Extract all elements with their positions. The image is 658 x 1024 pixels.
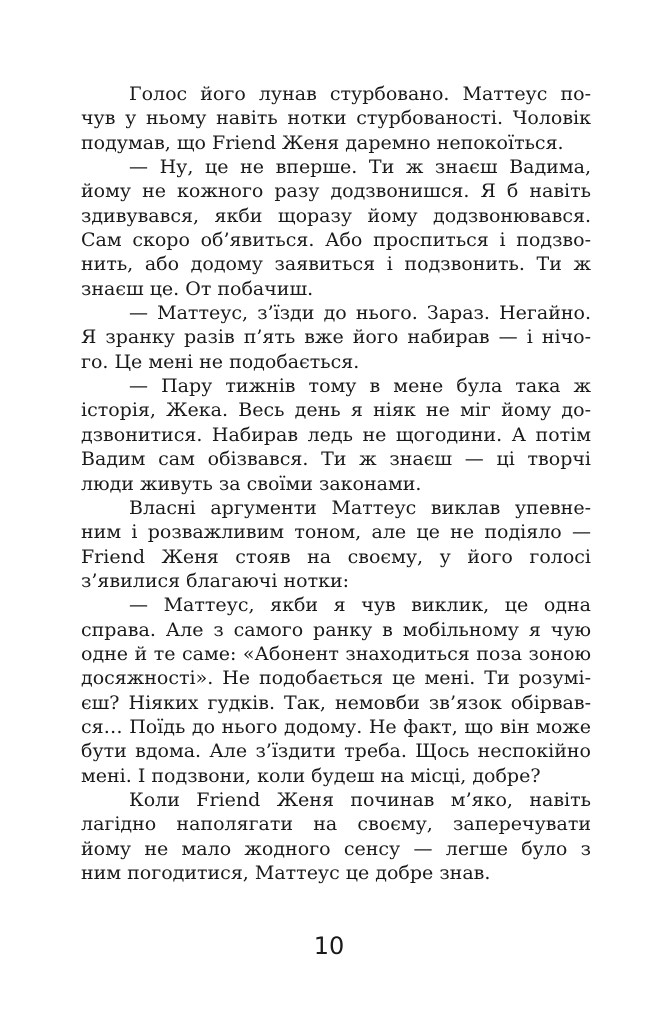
text-line: дзвонитися. Набирав ледь не щогодини. А потім bbox=[81, 423, 591, 446]
text-line: го. Це мені не подобається. bbox=[81, 350, 360, 373]
text-line: справа. Але з самого ранку в мобільному я чую bbox=[81, 618, 591, 641]
paragraph-first-line: — Маттеус, якби я чув виклик, це одна bbox=[129, 594, 591, 617]
text-line: бути вдома. Але з’їздити треба. Щось неспокійно bbox=[81, 740, 591, 763]
paragraph-first-line: — Ну, це не вперше. Ти ж знаєш Вадима, bbox=[129, 156, 591, 179]
text-line: досяжності». Не подобається це мені. Ти розумі- bbox=[81, 667, 591, 690]
text-line: лагідно наполягати на своєму, заперечувати bbox=[81, 813, 591, 836]
paragraph-first-line: Власні аргументи Маттеус виклав упевне- bbox=[129, 496, 591, 519]
text-line: люди живуть за своїми законами. bbox=[81, 472, 422, 495]
text-line: нить, або додому заявиться і подзвонить. Ти ж bbox=[81, 253, 591, 276]
paragraph-first-line: — Маттеус, з’їзди до нього. Зараз. Негайно. bbox=[129, 302, 591, 325]
text-line: ним погодитися, Маттеус це добре знав. bbox=[81, 862, 491, 884]
paragraph-first-line: — Пару тижнів тому в мене була така ж bbox=[129, 375, 591, 398]
text-line: Friend Женя стояв на своєму, у його голосі bbox=[81, 545, 591, 568]
text-line: Я зранку разів п’ять вже його набирав — і нічо- bbox=[81, 326, 591, 349]
text-line: подумав, що Friend Женя даремно непокоїться. bbox=[81, 131, 564, 154]
text-line: ся… Поїдь до нього додому. Не факт, що він може bbox=[81, 715, 591, 738]
text-line: Сам скоро об’явиться. Або проспиться і подзво- bbox=[81, 229, 591, 252]
text-line: йому не мало жодного сенсу — легше було з bbox=[81, 837, 591, 860]
text-line: йому не кожного разу додзвонишся. Я б навіть bbox=[81, 180, 591, 203]
text-line: єш? Ніяких гудків. Так, немовби зв’язок обірвав- bbox=[81, 691, 591, 714]
text-line: Вадим сам обізвався. Ти ж знаєш — ці творчі bbox=[81, 448, 591, 471]
text-line: одне й те саме: «Абонент знаходиться поза зоною bbox=[81, 642, 591, 665]
text-line: ним і розважливим тоном, але це не подіяло — bbox=[81, 521, 591, 544]
body-text bbox=[81, 82, 591, 885]
text-line: здивувався, якби щоразу йому додзвонювався. bbox=[81, 204, 591, 227]
text-line: знаєш це. От побачиш. bbox=[81, 277, 314, 300]
page-number: 10 bbox=[313, 932, 345, 960]
paragraph-first-line: Коли Friend Женя починав м’яко, навіть bbox=[129, 788, 591, 811]
text-line: з’явилися благаючі нотки: bbox=[81, 569, 350, 592]
paragraph-first-line: Голос його лунав стурбовано. Маттеус по- bbox=[129, 83, 591, 105]
text-line: чув у ньому навіть нотки стурбованості. Чоловік bbox=[81, 107, 591, 130]
text-line: історія, Жека. Весь день я ніяк не міг йому до- bbox=[81, 399, 591, 422]
text-line: мені. І подзвони, коли будеш на місці, добре? bbox=[81, 764, 541, 787]
